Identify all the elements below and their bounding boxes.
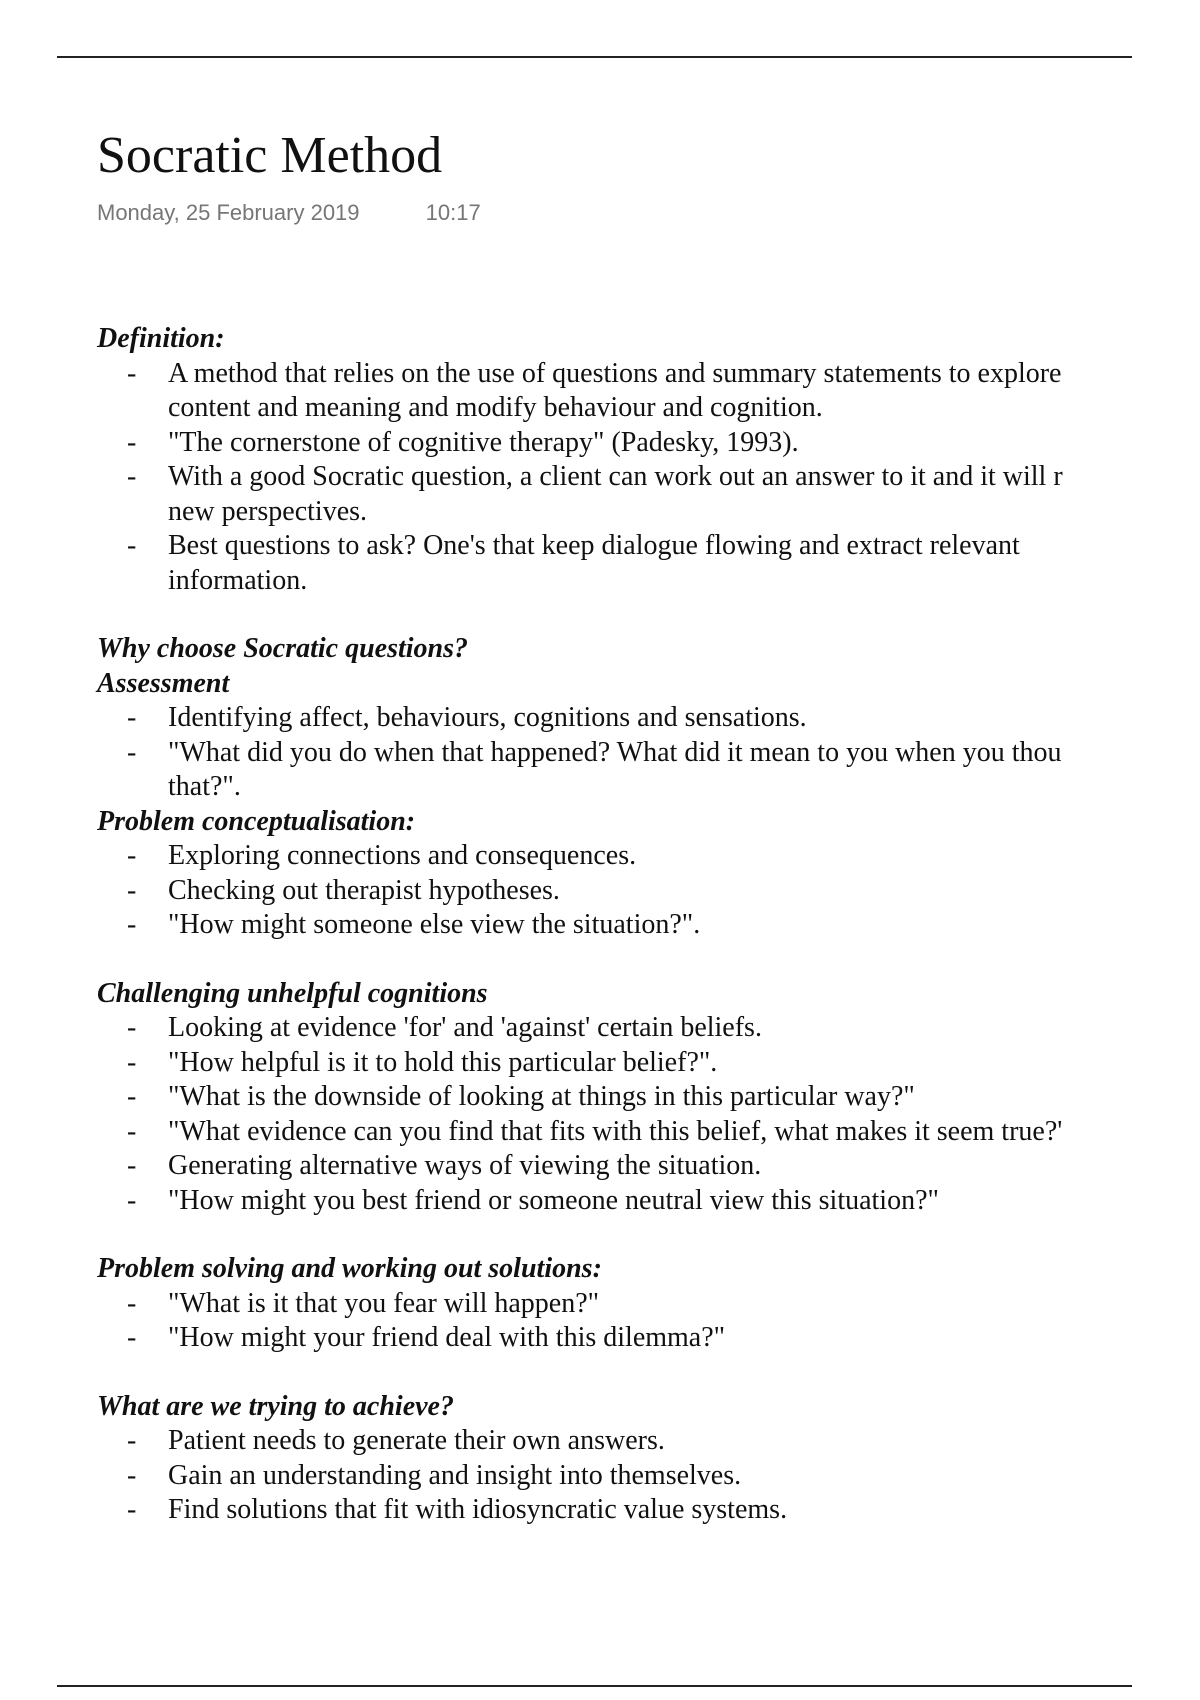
bullet-dash: -	[127, 702, 137, 733]
bullet-dash: -	[127, 1115, 137, 1147]
list-item-text: new perspectives.	[168, 495, 368, 527]
list-item-text: that?".	[168, 771, 241, 802]
list-item	[97, 839, 1200, 874]
list-item	[97, 460, 1200, 529]
bullet-dash: -	[127, 1494, 137, 1525]
bullet-dash: -	[127, 1046, 137, 1078]
bullet-dash: -	[127, 1459, 137, 1491]
list-item-text: "The cornerstone of cognitive therapy" (Padesky, 1993).	[168, 426, 799, 458]
list-item	[97, 529, 1200, 598]
list-item-text: Exploring connections and consequences.	[168, 840, 637, 871]
bullet-dash: -	[127, 840, 137, 871]
list-item	[97, 426, 1200, 461]
list-item	[97, 357, 1200, 426]
definition-list	[97, 357, 1200, 599]
bullet-dash: -	[127, 1150, 137, 1181]
section-heading-achieve: What are we trying to achieve?	[97, 1390, 454, 1422]
list-item-text: "What is it that you fear will happen?"	[168, 1287, 600, 1319]
bullet-dash: -	[127, 1322, 137, 1353]
list-item-text: information.	[168, 564, 308, 596]
list-item	[97, 1321, 1200, 1356]
page-date: Monday, 25 February 2019	[97, 200, 360, 225]
conceptualisation-list	[97, 839, 1200, 943]
list-item	[97, 908, 1200, 943]
bullet-dash: -	[127, 1425, 137, 1456]
list-item-text: "How might someone else view the situation?".	[168, 909, 701, 940]
spacer	[97, 943, 1200, 977]
list-item	[97, 1459, 1200, 1494]
list-item	[97, 736, 1200, 805]
bullet-dash: -	[127, 1287, 137, 1319]
section-heading-why: Why choose Socratic questions?	[97, 633, 469, 664]
challenging-list	[97, 1011, 1200, 1218]
list-item	[97, 1115, 1200, 1150]
section-heading-assessment: Assessment	[97, 667, 230, 699]
spacer	[97, 1356, 1200, 1390]
bullet-dash: -	[127, 1081, 137, 1112]
page-meta	[97, 199, 481, 227]
spacer	[97, 598, 1200, 632]
bullet-dash: -	[127, 736, 137, 768]
list-item	[97, 1287, 1200, 1322]
list-item-text: "What is the downside of looking at things in this particular way?"	[168, 1081, 915, 1112]
list-item-text: A method that relies on the use of questions and summary statements to explore	[168, 357, 1062, 389]
list-item-text: "How might your friend deal with this dilemma?"	[168, 1322, 726, 1353]
bullet-dash: -	[127, 357, 137, 389]
bottom-rule	[57, 1685, 1132, 1687]
list-item-text: "How might you best friend or someone neutral view this situation?"	[168, 1184, 939, 1216]
section-heading-definition: Definition:	[97, 323, 225, 354]
list-item-text: Checking out therapist hypotheses.	[168, 874, 560, 906]
bullet-dash: -	[127, 530, 137, 561]
list-item-text: Best questions to ask? One's that keep dialogue flowing and extract relevant	[168, 530, 1020, 561]
bullet-dash: -	[127, 1184, 137, 1216]
section-heading-solving: Problem solving and working out solutions:	[97, 1253, 602, 1284]
bullet-dash: -	[127, 426, 137, 458]
list-item	[97, 1080, 1200, 1115]
list-item-text: "How helpful is it to hold this particular belief?".	[168, 1046, 718, 1078]
section-heading-conceptualisation: Problem conceptualisation:	[97, 805, 416, 837]
list-item	[97, 701, 1200, 736]
bullet-dash: -	[127, 874, 137, 906]
list-item	[97, 874, 1200, 909]
list-item	[97, 1011, 1200, 1046]
section-heading-challenging: Challenging unhelpful cognitions	[97, 977, 488, 1009]
spacer	[97, 1218, 1200, 1252]
list-item	[97, 1424, 1200, 1459]
list-item-text: Generating alternative ways of viewing the situation.	[168, 1150, 762, 1181]
list-item	[97, 1493, 1200, 1528]
list-item-text: "What evidence can you find that fits with this belief, what makes it seem true?'	[168, 1115, 1063, 1147]
achieve-list	[97, 1424, 1200, 1528]
list-item-text: Looking at evidence 'for' and 'against' certain beliefs.	[168, 1012, 762, 1043]
list-item-text: Gain an understanding and insight into themselves.	[168, 1459, 742, 1491]
bullet-dash: -	[127, 1012, 137, 1043]
list-item-text: Identifying affect, behaviours, cognitions and sensations.	[168, 702, 807, 733]
list-item	[97, 1149, 1200, 1184]
list-item	[97, 1184, 1200, 1219]
page-time: 10:17	[425, 200, 481, 225]
bullet-dash: -	[127, 461, 137, 492]
list-item-text: content and meaning and modify behaviour and cognition.	[168, 392, 823, 423]
assessment-list	[97, 701, 1200, 805]
list-item	[97, 1046, 1200, 1081]
list-item-text: Find solutions that fit with idiosyncratic value systems.	[168, 1494, 788, 1525]
bullet-dash: -	[127, 909, 137, 940]
list-item-text: With a good Socratic question, a client can work out an answer to it and it will r	[168, 461, 1063, 492]
note-body	[97, 322, 1200, 1528]
solving-list	[97, 1287, 1200, 1356]
page-title: Socratic Method	[97, 127, 443, 184]
top-rule	[57, 56, 1132, 58]
list-item-text: Patient needs to generate their own answers.	[168, 1425, 665, 1456]
list-item-text: "What did you do when that happened? What did it mean to you when you thou	[168, 736, 1062, 768]
